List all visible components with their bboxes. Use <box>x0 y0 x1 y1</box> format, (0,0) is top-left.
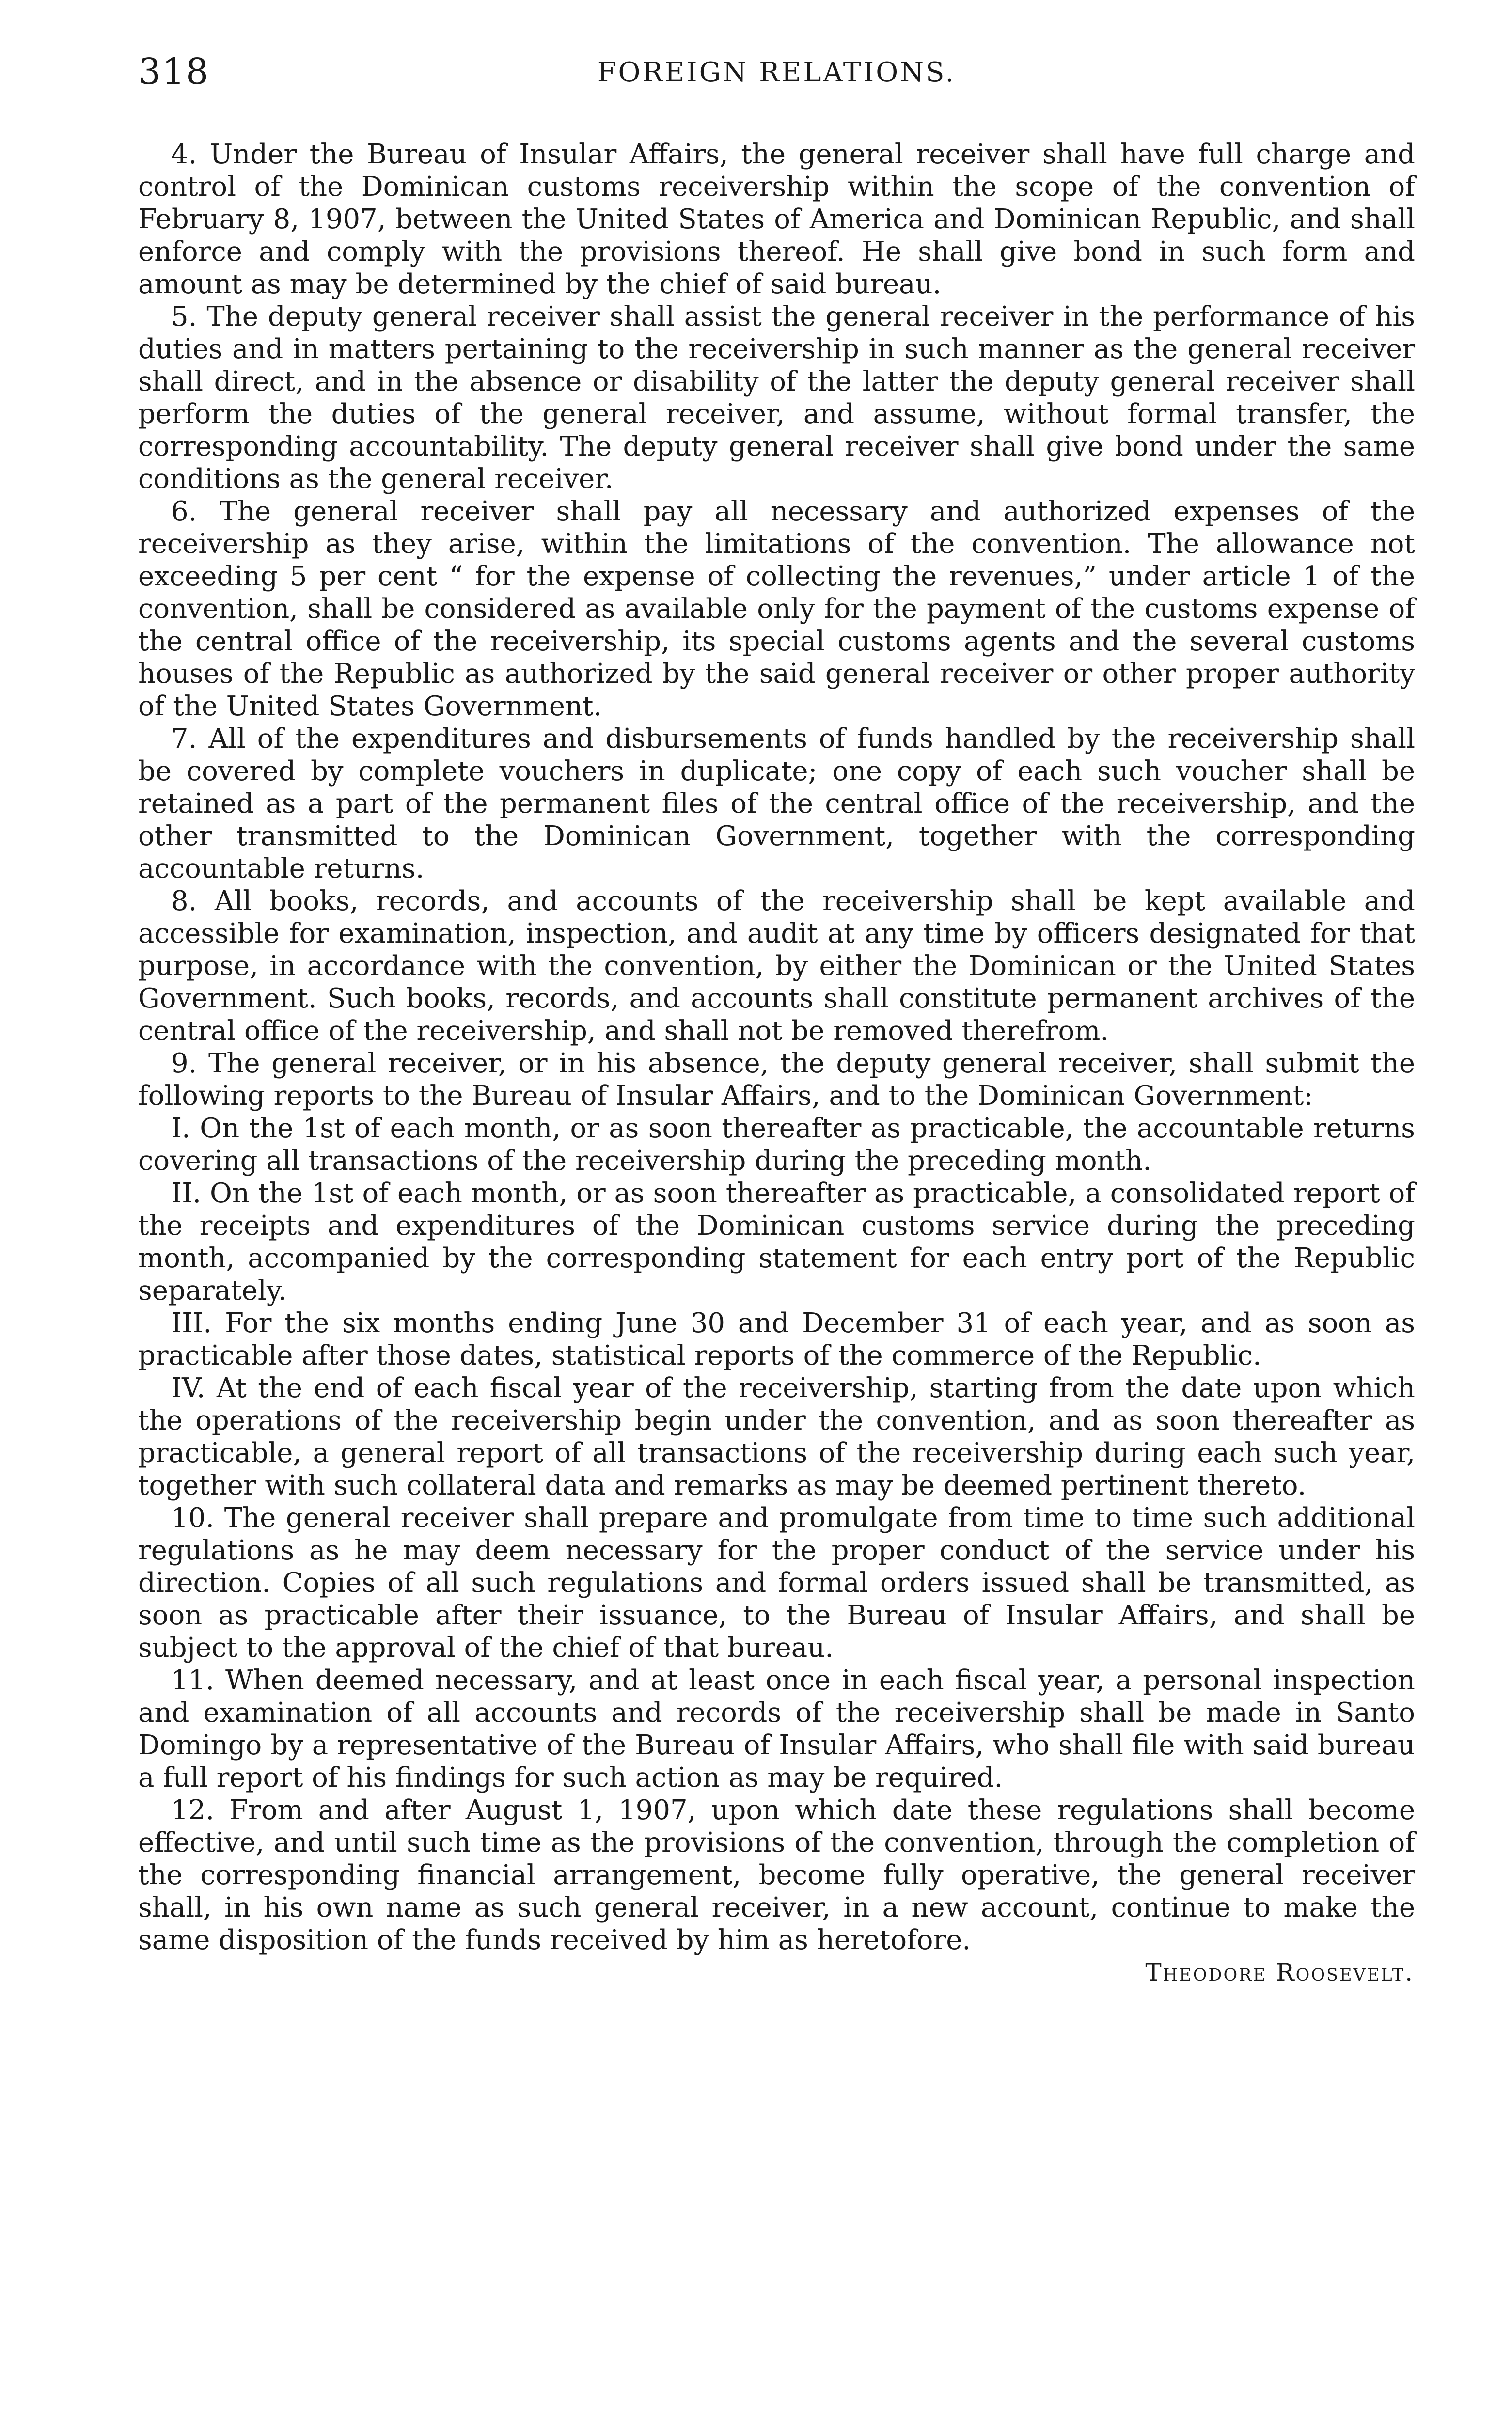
paragraph-7: 7. All of the expenditures and disbursements of funds handled by the receivership shall be covered by complete vouchers in duplicate; one copy of each such voucher shall be retained as a part of the permanent files of the central office of the receivership, and the other transmitted to the Dominican Government, together with the corresponding accountable returns. <box>138 723 1415 884</box>
report-item-i: I. On the 1st of each month, or as soon thereafter as practicable, the accountable returns covering all transactions of the receivership during the preceding month. <box>138 1113 1415 1177</box>
page-header <box>138 47 1415 101</box>
paragraph-9: 9. The general receiver, or in his absence, the deputy general receiver, shall submit the following reports to the Bureau of Insular Affairs, and to the Dominican Government: <box>138 1048 1415 1112</box>
report-item-ii: II. On the 1st of each month, or as soon thereafter as practicable, a consolidated report of the receipts and expenditures of the Dominican customs service during the preceding month, accompanied by the corresponding statement for each entry port of the Republic separately. <box>138 1178 1415 1306</box>
body-text <box>138 138 1415 1989</box>
paragraph-11: 11. When deemed necessary, and at least once in each fiscal year, a personal inspection and examination of all accounts and records of the receivership shall be made in Santo Domingo by a representative of the Bureau of Insular Affairs, who shall file with said bureau a full report of his findings for such action as may be required. <box>138 1665 1415 1794</box>
paragraph-12: 12. From and after August 1, 1907, upon which date these regulations shall become effective, and until such time as the provisions of the convention, through the completion of the corresponding financial arrangement, become fully operative, the general receiver shall, in his own name as such general receiver, in a new account, continue to make the same disposition of the funds received by him as heretofore. <box>138 1794 1415 1956</box>
paragraph-5: 5. The deputy general receiver shall assist the general receiver in the performance of his duties and in matters pertaining to the receivership in such manner as the general receiver shall direct, and in the absence or disability of the latter the deputy general receiver shall perform the duties of the general receiver, and assume, without formal transfer, the corresponding accountability. The deputy general receiver shall give bond under the same conditions as the general receiver. <box>138 301 1415 495</box>
signature <box>138 1956 1415 1989</box>
report-item-iii: III. For the six months ending June 30 and December 31 of each year, and as soon as practicable after those dates, statistical reports of the commerce of the Republic. <box>138 1307 1415 1371</box>
running-head: FOREIGN RELATIONS. <box>597 57 956 88</box>
signature-name: Theodore Roosevelt. <box>1145 1958 1414 1986</box>
paragraph-6: 6. The general receiver shall pay all necessary and authorized expenses of the receivership as they arise, within the limitations of the convention. The allowance not exceeding 5 per cent “ for the expense of collecting the revenues,” under article 1 of the convention, shall be considered as available only for the payment of the customs expense of the central office of the receivership, its special customs agents and the several customs houses of the Republic as authorized by the said general receiver or other proper authority of the United States Government. <box>138 496 1415 722</box>
paragraph-8: 8. All books, records, and accounts of the receivership shall be kept available and accessible for examination, inspection, and audit at any time by officers designated for that purpose, in accordance with the convention, by either the Dominican or the United States Government. Such books, records, and accounts shall constitute permanent archives of the central office of the receivership, and shall not be removed therefrom. <box>138 885 1415 1047</box>
paragraph-10: 10. The general receiver shall prepare and promulgate from time to time such additional regulations as he may deem necessary for the proper conduct of the service under his direction. Copies of all such regulations and formal orders issued shall be transmitted, as soon as practicable after their issuance, to the Bureau of Insular Affairs, and shall be subject to the approval of the chief of that bureau. <box>138 1502 1415 1664</box>
report-item-iv: IV. At the end of each fiscal year of the receivership, starting from the date upon which the operations of the receivership begin under the convention, and as soon thereafter as practicable, a general report of all transactions of the receivership during each such year, together with such collateral data and remarks as may be deemed pertinent thereto. <box>138 1372 1415 1501</box>
paragraph-4: 4. Under the Bureau of Insular Affairs, the general receiver shall have full charge and control of the Dominican customs receivership within the scope of the convention of February 8, 1907, between the United States of America and Dominican Republic, and shall enforce and comply with the provisions thereof. He shall give bond in such form and amount as may be determined by the chief of said bureau. <box>138 139 1415 300</box>
page-number: 318 <box>138 51 210 93</box>
